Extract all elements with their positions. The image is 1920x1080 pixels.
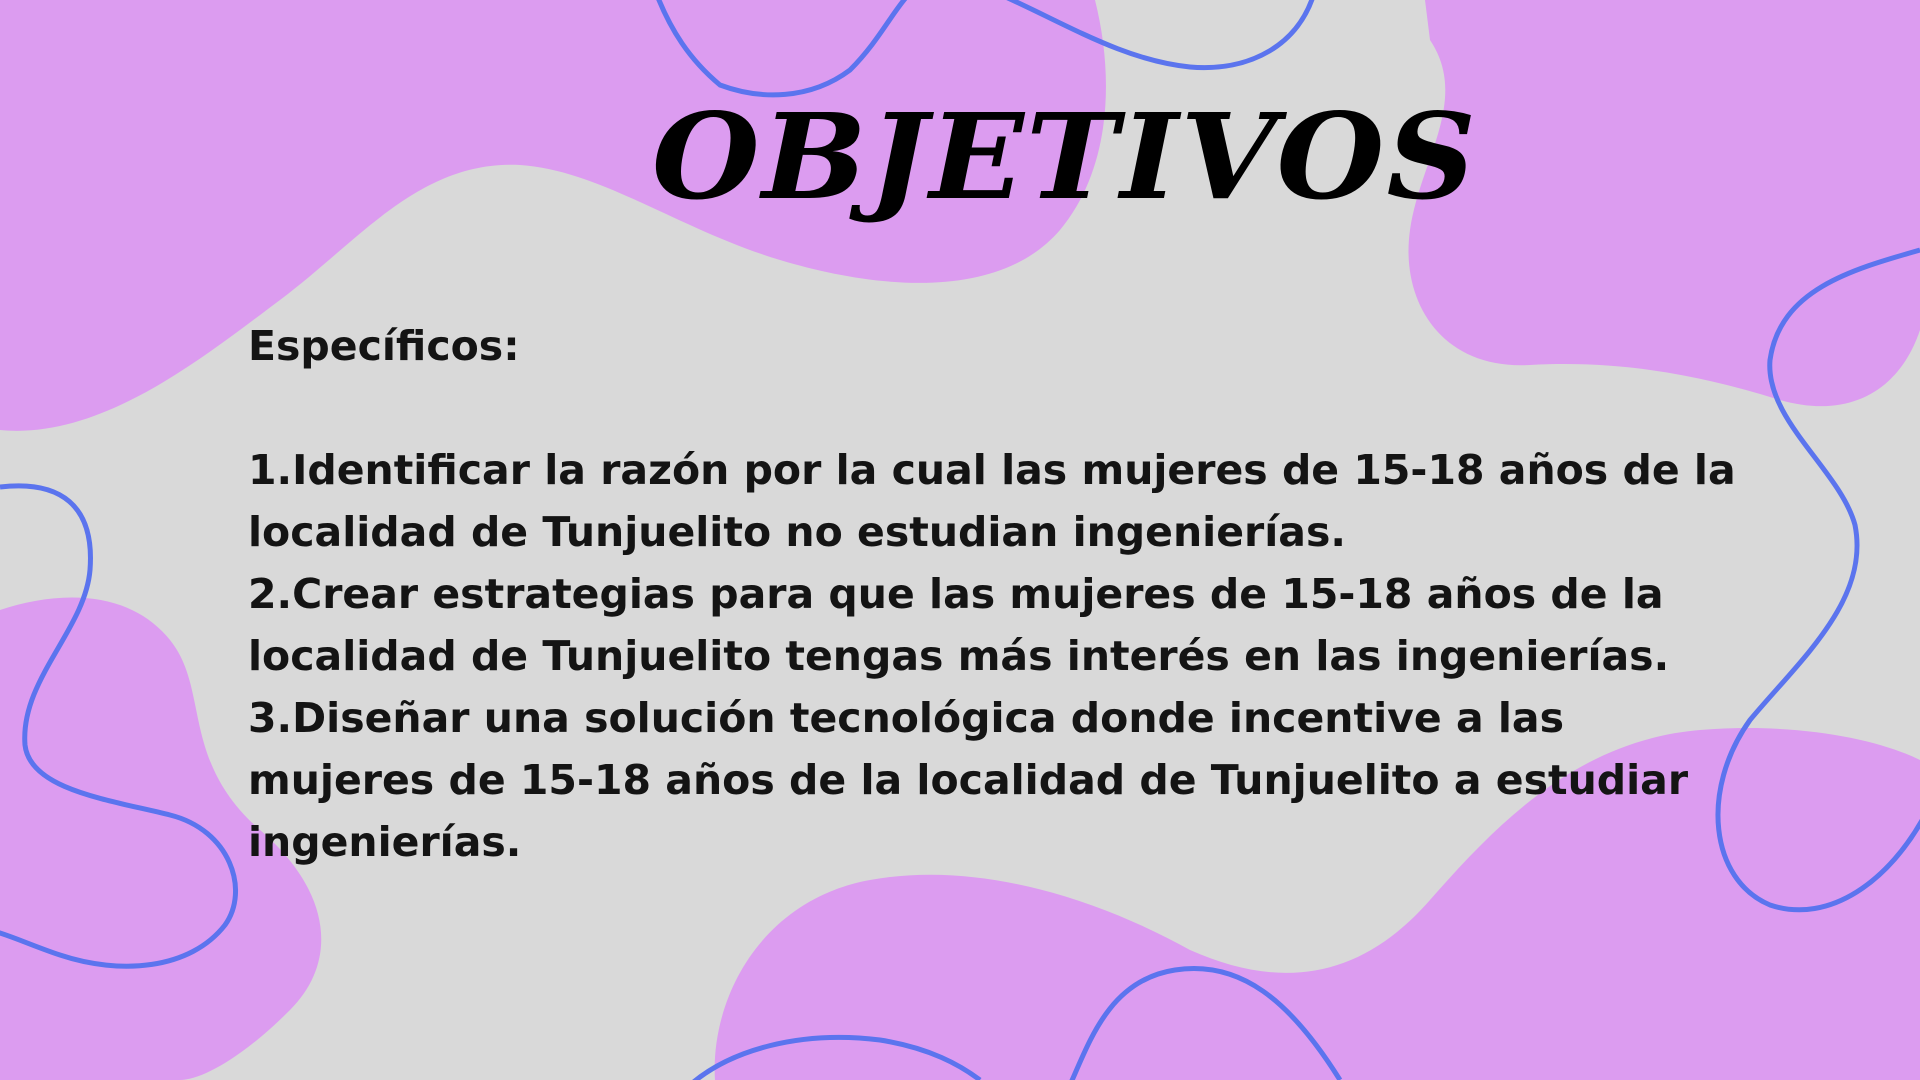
subheading: Específicos: xyxy=(248,322,520,370)
slide-title: OBJETIVOS xyxy=(651,87,1479,226)
objective-item-3: 3.Diseñar una solución tecnológica donde incentive a las mujeres de 15-18 años de la localidad de Tunjuelito a estudiar ingenierías. xyxy=(248,694,1689,866)
objective-item-2: 2.Crear estrategias para que las mujeres de 15-18 años de la localidad de Tunjuelito tengas más interés en las ingenierías. xyxy=(248,570,1670,680)
objective-item-1: 1.Identificar la razón por la cual las mujeres de 15-18 años de la localidad de Tunjuelito no estudian ingenierías. xyxy=(248,446,1736,556)
objectives-block xyxy=(248,315,1748,873)
